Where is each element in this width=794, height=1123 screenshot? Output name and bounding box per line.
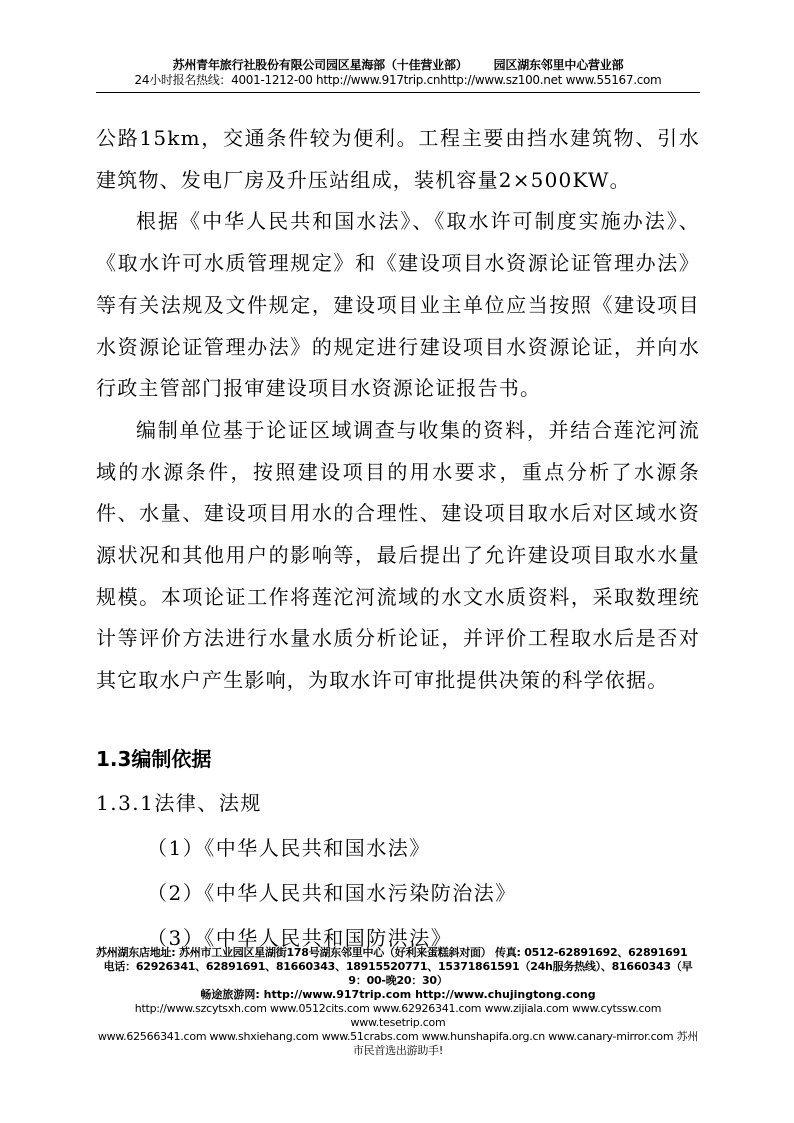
document-body: [96, 118, 700, 702]
header-company: 苏州青年旅行社股份有限公司园区星海部（十佳营业部）: [172, 58, 468, 72]
body-paragraph: 公路15km，交通条件较为便利。工程主要由挡水建筑物、引水建筑物、发电厂房及升压站组成，装机容量2×500KW。: [96, 126, 700, 192]
law-list-item: （3）《中华人民共和国防洪法》: [147, 926, 453, 950]
footer-links: http://www.szcytsxh.com www.0512cits.com www.62926341.com www.zijiala.com www.cytssw.com www.tesetrip.com: [134, 1002, 662, 1029]
page-header: [96, 58, 700, 88]
law-list: [147, 826, 517, 961]
body-paragraph: 编制单位基于论证区域调查与收集的资料，并结合莲沱河流域的水源条件，按照建设项目的用水要求，重点分析了水源条件、水量、建设项目用水的合理性、建设项目取水后对区域水资源状况和其他用户的影响等，最后提出了允许建设项目取水水量规模。本项论证工作将莲沱河流域的水文水质资料，采取数理统计等评价方法进行水量水质分析论证，并评价工程取水后是否对其它取水户产生影响，为取水许可审批提供决策的科学依据。: [96, 417, 700, 693]
header-divider: [96, 92, 700, 93]
header-branch: 园区湖东邻里中心营业部: [493, 58, 624, 72]
footer-address: 苏州湖东店地址: 苏州市工业园区星湖街178号湖东邻里中心（好利来蛋糕斜对面） 传真: 0512-62891692、62891691: [96, 946, 688, 959]
header-title-line: [96, 58, 700, 73]
header-hotline: 24小时报名热线：4001-1212-00 http://www.917trip.cnhttp://www.sz100.net www.55167.com: [134, 73, 662, 87]
section-heading: 1.3编制依据: [96, 747, 212, 771]
subsection-heading: 1.3.1法律、法规: [96, 791, 262, 815]
footer-travel-site: 畅途旅游网: http://www.917trip.com http://www.chujingtong.cong: [200, 988, 596, 1001]
body-paragraph: 根据《中华人民共和国水法》、《取水许可制度实施办法》、《取水许可水质管理规定》和《建设项目水资源论证管理办法》等有关法规及文件规定，建设项目业主单位应当按照《建设项目水资源论证管理办法》的规定进行建设项目水资源论证，并向水行政主管部门报审建设项目水资源论证报告书。: [96, 209, 700, 401]
page-footer: [96, 946, 700, 1058]
law-list-item: （2）《中华人民共和国水污染防治法》: [147, 881, 517, 905]
footer-links: www.62566341.com www.shxiehang.com www.51crabs.com www.hunshapifa.org.cn www.canary-mirror.com 苏州市民首选出游助手!: [97, 1030, 699, 1057]
law-list-item: （1）《中华人民共和国水法》: [147, 836, 431, 860]
footer-phones: 电话：62926341、62891691、81660343、18915520771、15371861591（24h服务热线）、81660343（早9：00-晚20：30）: [103, 960, 693, 987]
